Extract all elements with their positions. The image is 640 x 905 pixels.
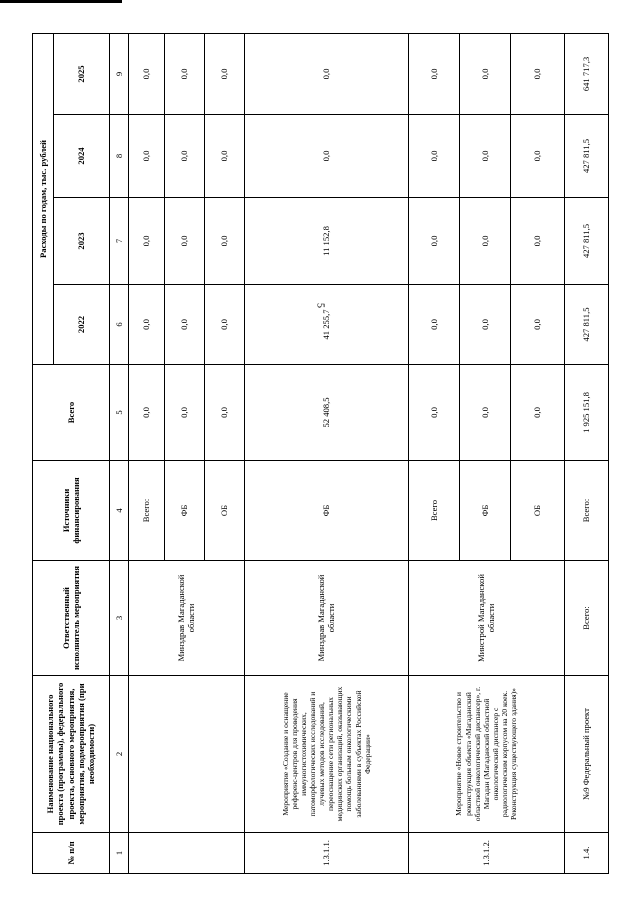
budget-table — [32, 33, 609, 874]
source-cell: ФБ — [460, 461, 511, 561]
source-cell: ОБ — [510, 461, 564, 561]
col-number: 5 — [109, 365, 128, 461]
source-cell: ФБ — [164, 461, 204, 561]
value-2023: 427 811,5 — [564, 198, 608, 285]
header-name: Наименование национального проекта (программы), федерального проекта, основного мероприятия, мероприятия, подмероприятия (при необходимости) — [33, 676, 110, 833]
responsible-cell: Минздрав Магаданской области — [128, 561, 244, 676]
value-2024: 0,0 — [460, 115, 511, 198]
header-year-2023: 2023 — [54, 198, 110, 285]
responsible-cell: Всего: — [564, 561, 608, 676]
source-cell: ОБ — [204, 461, 244, 561]
value-total: 52 408,5 — [244, 365, 408, 461]
col-number: 4 — [109, 461, 128, 561]
value-2022: 0,0 — [408, 285, 460, 365]
value-2022: 427 811,5 — [564, 285, 608, 365]
source-cell: Всего — [408, 461, 460, 561]
col-number: 9 — [109, 33, 128, 114]
value-2023: 0,0 — [128, 198, 164, 285]
row-name: №9 Федеральный проект — [564, 676, 608, 833]
value-2025: 0,0 — [204, 33, 244, 114]
value-2022: 0,0 — [204, 285, 244, 365]
row-name-cell — [128, 676, 244, 833]
value-2025: 641 717,3 — [564, 33, 608, 114]
value-2024: 0,0 — [164, 115, 204, 198]
value-2025: 0,0 — [510, 33, 564, 114]
value-2025: 0,0 — [408, 33, 460, 114]
value-2024: 0,0 — [244, 115, 408, 198]
source-cell: ФБ — [244, 461, 408, 561]
page-number: 5 — [314, 303, 326, 308]
col-number: 2 — [109, 676, 128, 833]
header-total: Всего — [33, 365, 110, 461]
budget-table-rotated — [32, 34, 609, 874]
value-total: 1 925 151,8 — [564, 365, 608, 461]
header-source: Источники финансирования — [33, 461, 110, 561]
source-cell: Всего: — [564, 461, 608, 561]
value-2024: 0,0 — [204, 115, 244, 198]
col-number: 7 — [109, 198, 128, 285]
header-year-2022: 2022 — [54, 285, 110, 365]
row-name: Мероприятие «Создание и оснащение референс-центров для проведения иммуногистохимических, патоморфологических исследований и лучевых методов исследований, переоснащение сети региональных медицинских организаций, оказывающих помощь больным онкологическими заболеваниями в субъектах Российской Федерации» — [244, 676, 408, 833]
value-total: 0,0 — [164, 365, 204, 461]
value-2022: 0,0 — [460, 285, 511, 365]
value-2025: 0,0 — [164, 33, 204, 114]
header-year-2024: 2024 — [54, 115, 110, 198]
source-cell: Всего: — [128, 461, 164, 561]
value-2023: 0,0 — [510, 198, 564, 285]
value-total: 0,0 — [510, 365, 564, 461]
value-2024: 0,0 — [128, 115, 164, 198]
value-2023: 0,0 — [460, 198, 511, 285]
value-2025: 0,0 — [128, 33, 164, 114]
value-2022: 0,0 — [510, 285, 564, 365]
header-responsible: Ответственный исполнитель мероприятия — [33, 561, 110, 676]
responsible-cell: Минздрав Магаданской области — [244, 561, 408, 676]
row-num: 1.3.1.2. — [408, 833, 564, 874]
value-2022: 0,0 — [164, 285, 204, 365]
value-total: 0,0 — [408, 365, 460, 461]
value-2025: 0,0 — [244, 33, 408, 114]
value-2024: 0,0 — [408, 115, 460, 198]
value-2025: 0,0 — [460, 33, 511, 114]
value-total: 0,0 — [128, 365, 164, 461]
value-2022: 41 255,7 — [244, 285, 408, 365]
value-2023: 0,0 — [164, 198, 204, 285]
row-num: 1.4. — [564, 833, 608, 874]
header-years-group: Расходы по годам, тыс. рублей — [33, 33, 54, 364]
col-number: 6 — [109, 285, 128, 365]
row-name: Мероприятие «Новое строительство и реконструкция объекта «Магаданский областной онкологический диспансер», г. Магадан (Магаданский областной онкологический диспансер с радиологическим корпусом на 20 коек. Реконструкция существующего здания)» — [408, 676, 564, 833]
header-year-2025: 2025 — [54, 33, 110, 114]
value-2024: 427 811,5 — [564, 115, 608, 198]
header-num: № п/п — [33, 833, 110, 874]
value-2023: 0,0 — [204, 198, 244, 285]
col-number: 1 — [109, 833, 128, 874]
value-2023: 11 152,8 — [244, 198, 408, 285]
responsible-cell: Минстрой Магаданской области — [408, 561, 564, 676]
top-rule — [0, 0, 122, 3]
value-total: 0,0 — [204, 365, 244, 461]
col-number: 3 — [109, 561, 128, 676]
col-number: 8 — [109, 115, 128, 198]
value-2023: 0,0 — [408, 198, 460, 285]
value-total: 0,0 — [460, 365, 511, 461]
row-num: 1.3.1.1. — [244, 833, 408, 874]
row-num-cell — [128, 833, 244, 874]
value-2024: 0,0 — [510, 115, 564, 198]
value-2022: 0,0 — [128, 285, 164, 365]
